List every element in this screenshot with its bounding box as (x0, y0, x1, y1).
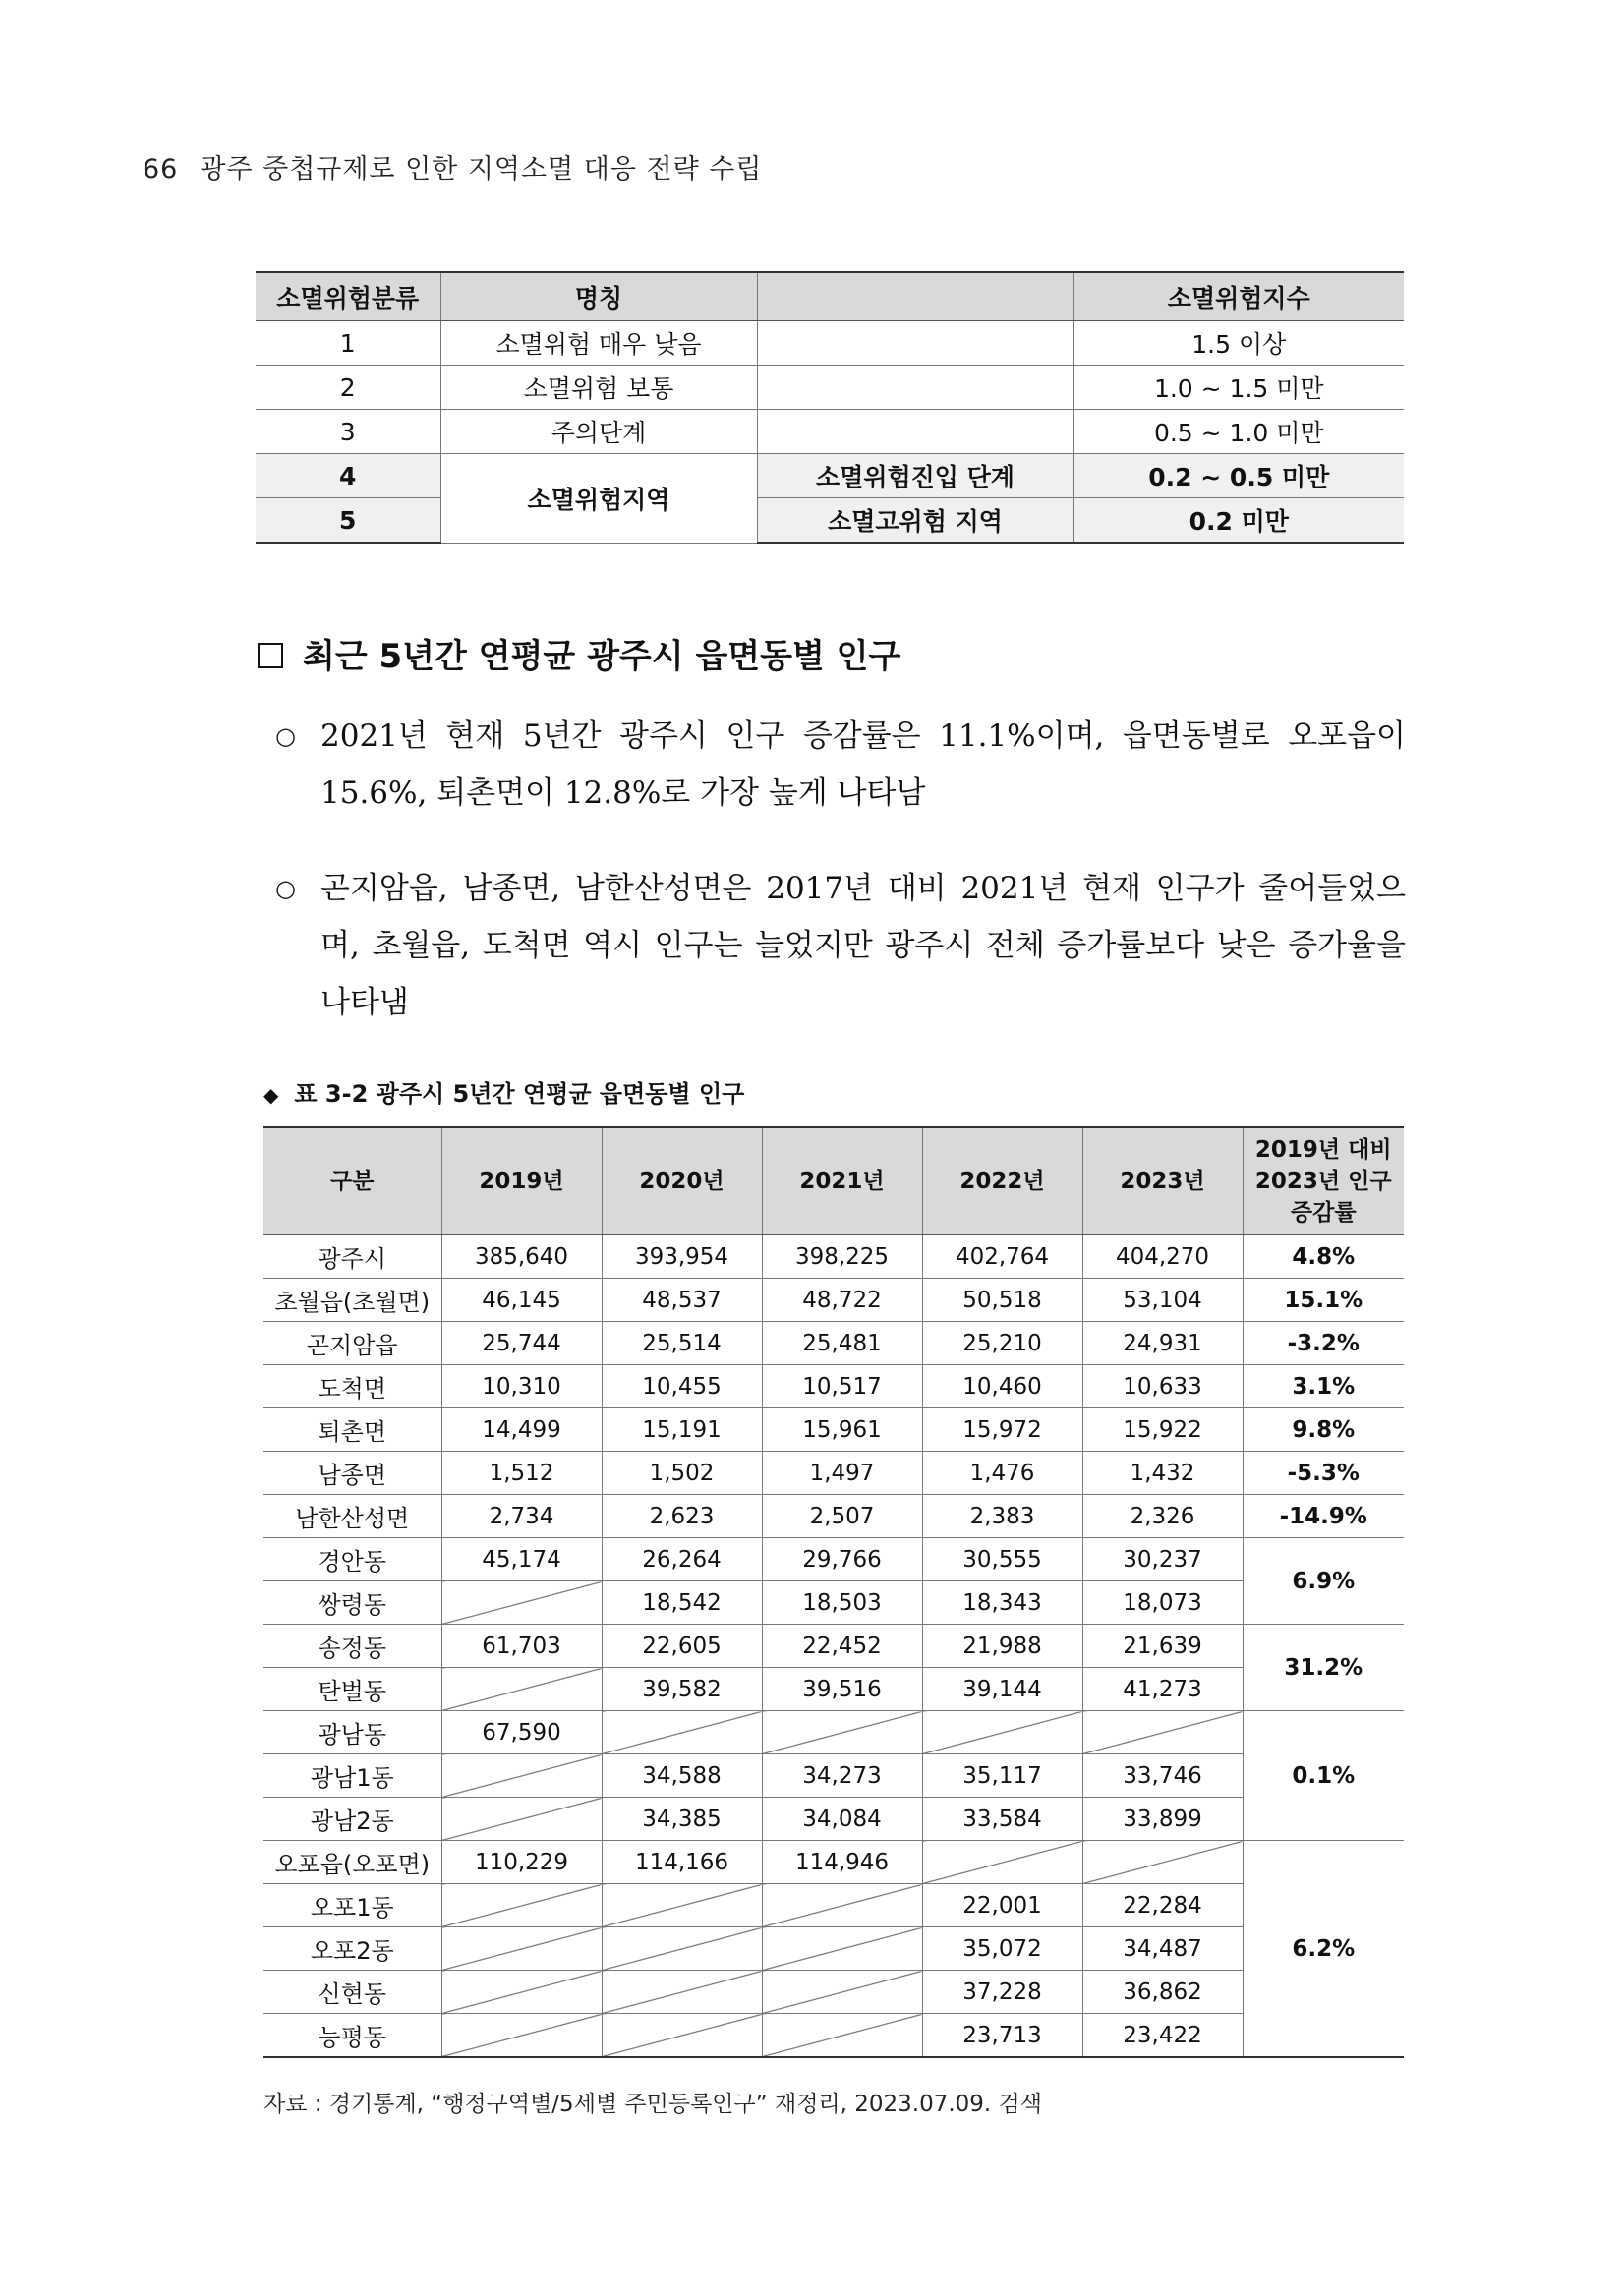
bullet-item (275, 860, 1406, 1031)
population-value: 21,988 (922, 1625, 1082, 1668)
population-value: 41,273 (1082, 1668, 1243, 1711)
population-value: 18,503 (762, 1581, 922, 1625)
empty-cell (441, 1971, 602, 2014)
table-row (263, 1711, 1404, 1754)
region-name: 곤지암읍 (263, 1322, 441, 1365)
header-cell: 소멸위험분류 (256, 272, 440, 321)
population-value: 2,507 (762, 1495, 922, 1538)
bullet-text: 곤지암읍, 남종면, 남한산성면은 2017년 대비 2021년 현재 인구가 줄어들었으며, 초월읍, 도척면 역시 인구는 늘었지만 광주시 전체 증가률보다 낮은 증가율을 나타냄 (320, 871, 1406, 1020)
region-name: 탄벌동 (263, 1668, 441, 1711)
growth-rate: 15.1% (1243, 1279, 1404, 1322)
empty-cell (762, 1927, 922, 1971)
population-value: 18,542 (602, 1581, 762, 1625)
risk-class: 2 (256, 366, 440, 410)
region-name: 광남동 (263, 1711, 441, 1754)
population-value: 61,703 (441, 1625, 602, 1668)
table-row (263, 1625, 1404, 1668)
population-value: 15,922 (1082, 1408, 1243, 1452)
extinction-risk-table (256, 271, 1404, 544)
header-cell: 소멸위험지수 (1073, 272, 1404, 321)
population-value: 21,639 (1082, 1625, 1243, 1668)
population-value: 34,588 (602, 1754, 762, 1798)
risk-name: 소멸위험지역 (440, 454, 757, 544)
population-value: 15,961 (762, 1408, 922, 1452)
population-value: 2,326 (1082, 1495, 1243, 1538)
section-heading-text: 최근 5년간 연평균 광주시 읍면동별 인구 (303, 637, 901, 676)
population-value: 10,517 (762, 1365, 922, 1408)
empty-cell (602, 1927, 762, 1971)
population-value: 33,746 (1082, 1754, 1243, 1798)
empty-cell (441, 1798, 602, 1841)
population-value: 25,514 (602, 1322, 762, 1365)
population-value: 25,481 (762, 1322, 922, 1365)
risk-name: 소멸위험 매우 낮음 (440, 321, 757, 366)
region-name: 송정동 (263, 1625, 441, 1668)
population-value: 25,210 (922, 1322, 1082, 1365)
population-value: 30,237 (1082, 1538, 1243, 1581)
population-value: 34,487 (1082, 1927, 1243, 1971)
risk-index: 1.0 ~ 1.5 미만 (1073, 366, 1404, 410)
population-value: 39,144 (922, 1668, 1082, 1711)
population-value: 50,518 (922, 1279, 1082, 1322)
running-header (143, 147, 762, 186)
population-value: 67,590 (441, 1711, 602, 1754)
growth-rate: -14.9% (1243, 1495, 1404, 1538)
risk-name: 주의단계 (440, 410, 757, 454)
empty-cell (762, 1711, 922, 1754)
risk-sub: 소멸위험진입 단계 (757, 454, 1073, 498)
risk-sub: 소멸고위험 지역 (757, 498, 1073, 544)
population-value: 34,084 (762, 1798, 922, 1841)
empty-cell (1082, 1711, 1243, 1754)
empty-cell (441, 1884, 602, 1927)
population-value: 2,383 (922, 1495, 1082, 1538)
population-value: 25,744 (441, 1322, 602, 1365)
population-value: 46,145 (441, 1279, 602, 1322)
region-name: 남한산성면 (263, 1495, 441, 1538)
empty-cell (762, 1971, 922, 2014)
population-value: 1,502 (602, 1452, 762, 1495)
population-value: 393,954 (602, 1235, 762, 1279)
population-value: 18,343 (922, 1581, 1082, 1625)
region-name: 오포1동 (263, 1884, 441, 1927)
empty-cell (441, 2014, 602, 2058)
population-value: 14,499 (441, 1408, 602, 1452)
population-value: 45,174 (441, 1538, 602, 1581)
empty-cell (922, 1841, 1082, 1884)
checkbox-square-icon (258, 643, 283, 668)
population-value: 114,166 (602, 1841, 762, 1884)
header-cell: 명칭 (440, 272, 757, 321)
population-value: 1,497 (762, 1452, 922, 1495)
population-value: 33,899 (1082, 1798, 1243, 1841)
header-cell: 2020년 (602, 1127, 762, 1235)
table-row (263, 1322, 1404, 1365)
population-value: 48,722 (762, 1279, 922, 1322)
table-row (263, 1927, 1404, 1971)
population-value: 1,476 (922, 1452, 1082, 1495)
circle-bullet-icon: ○ (275, 875, 296, 902)
header-cell: 구분 (263, 1127, 441, 1235)
region-name: 오포2동 (263, 1927, 441, 1971)
table-caption-text: 표 3-2 광주시 5년간 연평균 읍면동별 인구 (294, 1080, 745, 1108)
bullet-text: 2021년 현재 5년간 광주시 인구 증감률은 11.1%이며, 읍면동별로 오포읍이 15.6%, 퇴촌면이 12.8%로 가장 높게 나타남 (320, 718, 1406, 811)
risk-sub (757, 321, 1073, 366)
table-row (263, 1452, 1404, 1495)
population-value: 10,455 (602, 1365, 762, 1408)
population-value: 22,001 (922, 1884, 1082, 1927)
population-value: 385,640 (441, 1235, 602, 1279)
population-value: 37,228 (922, 1971, 1082, 2014)
empty-cell (602, 1711, 762, 1754)
population-value: 39,516 (762, 1668, 922, 1711)
population-value: 15,191 (602, 1408, 762, 1452)
empty-cell (922, 1711, 1082, 1754)
header-cell: 2019년 (441, 1127, 602, 1235)
region-name: 오포읍(오포면) (263, 1841, 441, 1884)
table-row (263, 1279, 1404, 1322)
risk-name: 소멸위험 보통 (440, 366, 757, 410)
region-name: 남종면 (263, 1452, 441, 1495)
population-value: 114,946 (762, 1841, 922, 1884)
population-value: 23,713 (922, 2014, 1082, 2058)
growth-rate: 0.1% (1243, 1711, 1404, 1841)
table-row (263, 1971, 1404, 2014)
table-row (256, 321, 1404, 366)
risk-index: 0.2 ~ 0.5 미만 (1073, 454, 1404, 498)
risk-class: 5 (256, 498, 440, 544)
empty-cell (602, 1971, 762, 2014)
growth-rate: 31.2% (1243, 1625, 1404, 1711)
bullet-item (275, 708, 1406, 822)
risk-sub (757, 366, 1073, 410)
table-caption (263, 1074, 744, 1109)
table-row (263, 1754, 1404, 1798)
population-value: 2,734 (441, 1495, 602, 1538)
population-value: 53,104 (1082, 1279, 1243, 1322)
table-row (263, 1495, 1404, 1538)
population-value: 22,284 (1082, 1884, 1243, 1927)
empty-cell (441, 1754, 602, 1798)
risk-class: 4 (256, 454, 440, 498)
population-value: 35,117 (922, 1754, 1082, 1798)
page-number: 66 (143, 154, 179, 185)
population-value: 29,766 (762, 1538, 922, 1581)
population-value: 34,273 (762, 1754, 922, 1798)
population-value: 1,512 (441, 1452, 602, 1495)
population-value: 26,264 (602, 1538, 762, 1581)
risk-class: 3 (256, 410, 440, 454)
population-value: 10,310 (441, 1365, 602, 1408)
population-value: 30,555 (922, 1538, 1082, 1581)
region-name: 경안동 (263, 1538, 441, 1581)
source-note: 자료 : 경기통계, “행정구역별/5세별 주민등록인구” 재정리, 2023.07.09. 검색 (263, 2092, 1042, 2117)
region-name: 신현동 (263, 1971, 441, 2014)
empty-cell (602, 1884, 762, 1927)
table-row (256, 410, 1404, 454)
growth-rate: 6.2% (1243, 1841, 1404, 2058)
diamond-icon: ◆ (263, 1083, 279, 1107)
empty-cell (762, 1884, 922, 1927)
circle-bullet-icon: ○ (275, 722, 296, 750)
empty-cell (441, 1668, 602, 1711)
population-value: 15,972 (922, 1408, 1082, 1452)
growth-rate: -3.2% (1243, 1322, 1404, 1365)
empty-cell (602, 2014, 762, 2058)
population-value: 35,072 (922, 1927, 1082, 1971)
table-row (256, 454, 1404, 498)
population-value: 22,452 (762, 1625, 922, 1668)
table-row (263, 1884, 1404, 1927)
population-value: 10,633 (1082, 1365, 1243, 1408)
region-name: 퇴촌면 (263, 1408, 441, 1452)
population-value: 23,422 (1082, 2014, 1243, 2058)
population-value: 33,584 (922, 1798, 1082, 1841)
table-row (263, 1668, 1404, 1711)
population-value: 34,385 (602, 1798, 762, 1841)
header-cell (757, 272, 1073, 321)
risk-index: 0.5 ~ 1.0 미만 (1073, 410, 1404, 454)
population-value: 2,623 (602, 1495, 762, 1538)
population-value: 110,229 (441, 1841, 602, 1884)
population-value: 398,225 (762, 1235, 922, 1279)
population-value: 1,432 (1082, 1452, 1243, 1495)
population-value: 10,460 (922, 1365, 1082, 1408)
table-row (263, 1235, 1404, 1279)
header-cell: 2021년 (762, 1127, 922, 1235)
population-value: 18,073 (1082, 1581, 1243, 1625)
table-row (263, 1581, 1404, 1625)
risk-index: 1.5 이상 (1073, 321, 1404, 366)
growth-rate: 4.8% (1243, 1235, 1404, 1279)
table-row (263, 2014, 1404, 2058)
risk-class: 1 (256, 321, 440, 366)
header-cell: 2019년 대비 2023년 인구 증감률 (1243, 1127, 1404, 1235)
table-row (263, 1798, 1404, 1841)
empty-cell (1082, 1841, 1243, 1884)
table-row (263, 1538, 1404, 1581)
population-table (263, 1126, 1404, 2058)
empty-cell (441, 1581, 602, 1625)
region-name: 능평동 (263, 2014, 441, 2058)
empty-cell (762, 2014, 922, 2058)
region-name: 광남1동 (263, 1754, 441, 1798)
region-name: 쌍령동 (263, 1581, 441, 1625)
table-row (263, 1841, 1404, 1884)
region-name: 도척면 (263, 1365, 441, 1408)
population-value: 402,764 (922, 1235, 1082, 1279)
population-value: 404,270 (1082, 1235, 1243, 1279)
region-name: 광남2동 (263, 1798, 441, 1841)
growth-rate: 6.9% (1243, 1538, 1404, 1625)
population-value: 39,582 (602, 1668, 762, 1711)
table-row (263, 1408, 1404, 1452)
population-value: 48,537 (602, 1279, 762, 1322)
header-cell: 2022년 (922, 1127, 1082, 1235)
population-value: 22,605 (602, 1625, 762, 1668)
growth-rate: 9.8% (1243, 1408, 1404, 1452)
risk-index: 0.2 미만 (1073, 498, 1404, 544)
table-row (256, 498, 1404, 544)
risk-sub (757, 410, 1073, 454)
growth-rate: 3.1% (1243, 1365, 1404, 1408)
region-name: 광주시 (263, 1235, 441, 1279)
region-name: 초월읍(초월면) (263, 1279, 441, 1322)
running-title: 광주 중첩규제로 인한 지역소멸 대응 전략 수립 (200, 154, 763, 185)
empty-cell (441, 1927, 602, 1971)
section-heading (258, 629, 900, 677)
header-cell: 2023년 (1082, 1127, 1243, 1235)
table-row (263, 1365, 1404, 1408)
table-row (256, 366, 1404, 410)
population-value: 36,862 (1082, 1971, 1243, 2014)
growth-rate: -5.3% (1243, 1452, 1404, 1495)
population-value: 24,931 (1082, 1322, 1243, 1365)
